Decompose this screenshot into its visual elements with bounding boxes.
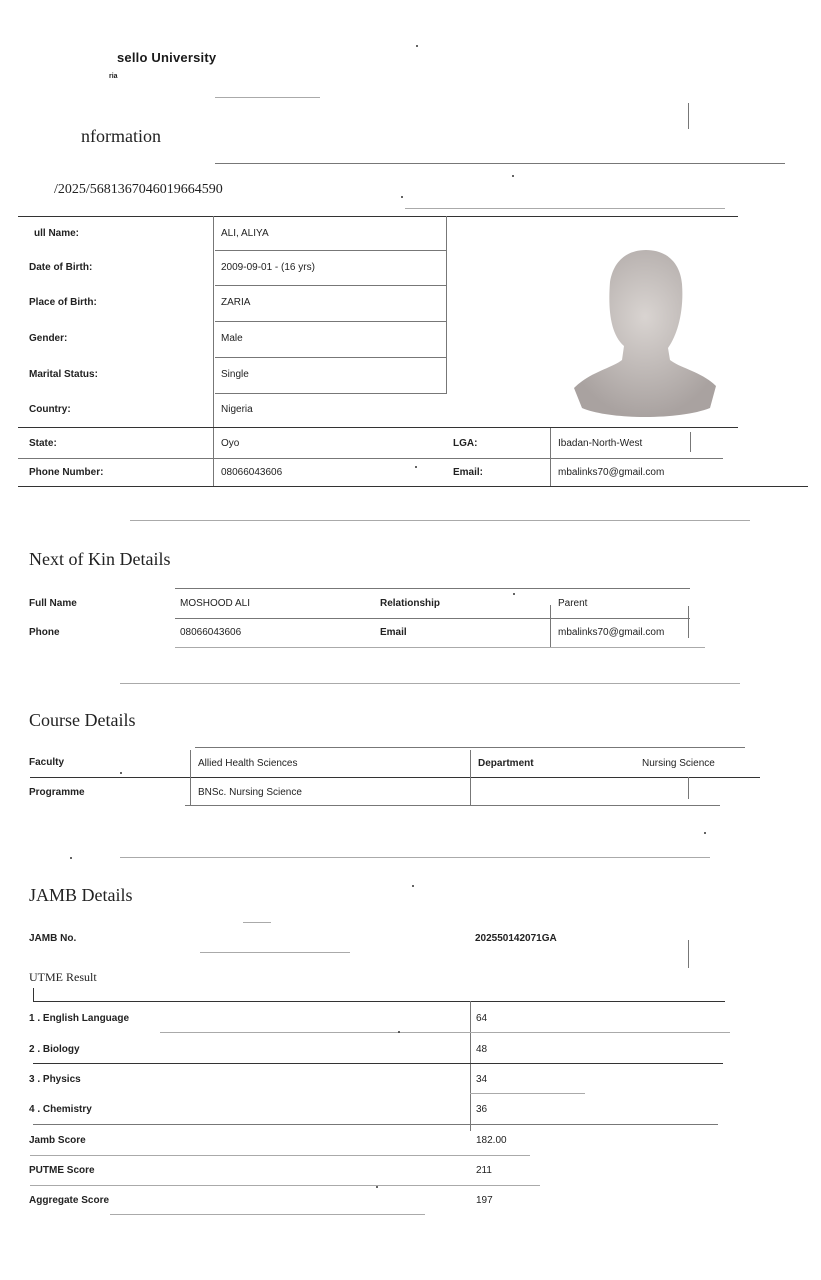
jamb-number-label: JAMB No. [29,933,77,944]
email-label: Email: [453,467,484,478]
kin-relationship-label: Relationship [380,598,441,609]
university-name: sello University [117,50,217,65]
department-label: Department [478,758,534,769]
lga-value: Ibadan-North-West [558,438,643,449]
pob-label: Place of Birth: [29,297,97,308]
dob-value: 2009-09-01 - (16 yrs) [221,262,315,273]
kin-phone-value: 08066043606 [180,627,242,638]
passport-photo [570,248,720,420]
aggregate-score-label: Aggregate Score [29,1195,110,1206]
kin-name-value: MOSHOOD ALI [180,598,251,609]
jamb-score-value: 182.00 [476,1135,507,1146]
jamb-number-value: 202550142071GA [475,933,557,944]
kin-phone-label: Phone [29,627,60,638]
full-name-label: ull Name: [34,228,80,239]
subject-4-label: 4 . Chemistry [29,1104,92,1115]
subject-3-score: 34 [476,1074,488,1085]
subject-2-label: 2 . Biology [29,1044,80,1055]
faculty-label: Faculty [29,757,65,768]
gender-value: Male [221,333,243,344]
dob-label: Date of Birth: [29,262,93,273]
utme-result-label: UTME Result [29,970,97,984]
subject-1-label: 1 . English Language [29,1013,130,1024]
subject-4-score: 36 [476,1104,488,1115]
kin-email-value: mbalinks70@gmail.com [558,627,665,638]
lga-label: LGA: [453,438,478,449]
subject-1-score: 64 [476,1013,488,1024]
marital-status-label: Marital Status: [29,369,98,380]
aggregate-score-value: 197 [476,1195,493,1206]
pob-value: ZARIA [221,297,251,308]
programme-value: BNSc. Nursing Science [198,787,302,798]
subject-3-label: 3 . Physics [29,1074,81,1085]
state-label: State: [29,438,57,449]
email-value: mbalinks70@gmail.com [558,467,665,478]
phone-number-label: Phone Number: [29,467,104,478]
country-value: Nigeria [221,404,253,415]
full-name-value: ALI, ALIYA [221,228,269,239]
kin-relationship-value: Parent [558,598,588,609]
subject-2-score: 48 [476,1044,488,1055]
application-number: /2025/5681367046019664590 [54,182,223,197]
kin-name-label: Full Name [29,598,77,609]
jamb-score-label: Jamb Score [29,1135,86,1146]
programme-label: Programme [29,787,85,798]
university-sub: ria [109,73,118,80]
department-value: Nursing Science [642,758,715,769]
section-title-next-of-kin: Next of Kin Details [29,549,171,569]
putme-score-value: 211 [476,1165,492,1176]
putme-score-label: PUTME Score [29,1165,95,1176]
section-title-course: Course Details [29,710,136,730]
state-value: Oyo [221,438,240,449]
faculty-value: Allied Health Sciences [198,758,298,769]
gender-label: Gender: [29,333,68,344]
kin-email-label: Email [380,627,407,638]
section-title-jamb: JAMB Details [29,885,133,905]
marital-status-value: Single [221,369,249,380]
phone-number-value: 08066043606 [221,467,283,478]
section-title-information: nformation [81,126,161,146]
country-label: Country: [29,404,71,415]
